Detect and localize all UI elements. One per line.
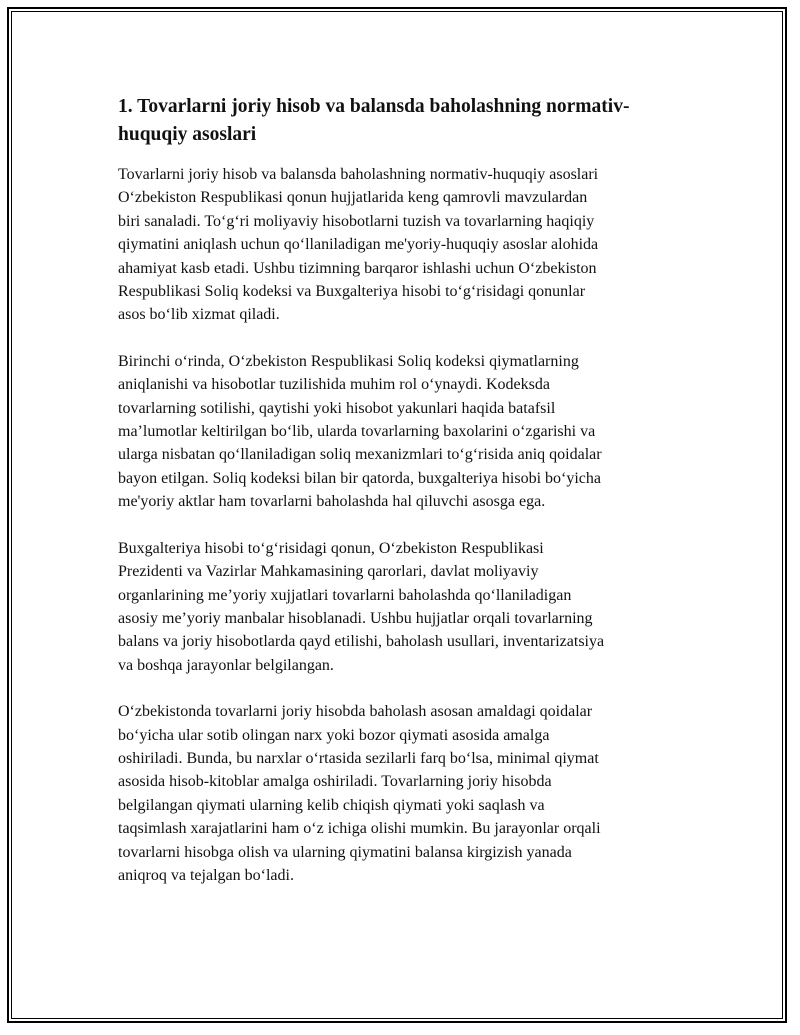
paragraph-1: Tovarlarni joriy hisob va balansda baholashning normativ-huquqiy asoslari O‘zbekiston Respublikasi qonun hujjatlarida keng qamrovli mavzulardan biri sanaladi. To‘g‘ri moliyaviy hisobotlarni tuzish va tovarlarning haqiqiy qiymatini aniqlash uchun qo‘llaniladigan me'yoriy-huquqiy asoslar alohida ahamiyat kasb etadi. Ushbu tizimning barqaror ishlashi uchun O‘zbekiston Respublikasi Soliq kodeksi va Buxgalteriya hisobi to‘g‘risidagi qonunlar asos bo‘lib xizmat qiladi.: [118, 166, 599, 324]
paragraph-2: Birinchi o‘rinda, O‘zbekiston Respublikasi Soliq kodeksi qiymatlarning aniqlanishi va hisobotlar tuzilishida muhim rol o‘ynaydi. Kodeksda tovarlarning sotilishi, qaytishi yoki hisobot yakunlari haqida batafsil ma’lumotlar keltirilgan bo‘lib, ularda tovarlarning baxolarini o‘zgarishi va ularga nisbatan qo‘llaniladigan soliq mexanizmlari to‘g‘risida aniq qoidalar bayon etilgan. Soliq kodeksi bilan bir qatorda, buxgalteriya hisobi bo‘yicha me'yoriy aktlar ham tovarlarni baholashda hal qiluvchi asosga ega.: [118, 352, 602, 511]
paragraph-3: Buxgalteriya hisobi to‘g‘risidagi qonun, O‘zbekiston Respublikasi Prezidenti va Vazirlar Mahkamasining qarorlari, davlat moliyaviy organlarining me’yoriy xujjatlari tovarlarni baholashda qo‘llaniladigan asosiy me’yoriy manbalar hisoblanadi. Ushbu hujjatlar orqali tovarlarning balans va joriy hisobotlarda qayd etilishi, baholash usullari, inventarizatsiya va boshqa jarayonlar belgilangan.: [118, 539, 605, 674]
paragraph-4: O‘zbekistonda tovarlarni joriy hisobda baholash asosan amaldagi qoidalar bo‘yicha ular sotib olingan narx yoki bozor qiymati asosida amalga oshiriladi. Bunda, bu narxlar o‘rtasida sezilarli farq bo‘lsa, minimal qiymat asosida hisob-kitoblar amalga oshiriladi. Tovarlarning joriy hisobda belgilangan qiymati ularning kelib chiqish qiymati yoki saqlash va taqsimlash xarajatlarini ham o‘z ichiga olishi mumkin. Bu jarayonlar orqali tovarlarni hisobga olish va ularning qiymatini balansa kirgizish yanada aniqroq va tejalgan bo‘ladi.: [118, 703, 601, 884]
section-heading: 1. Tovarlarni joriy hisob va balansda baholashning normativ- huquqiy asoslari: [118, 96, 630, 145]
document-body: [118, 93, 678, 910]
